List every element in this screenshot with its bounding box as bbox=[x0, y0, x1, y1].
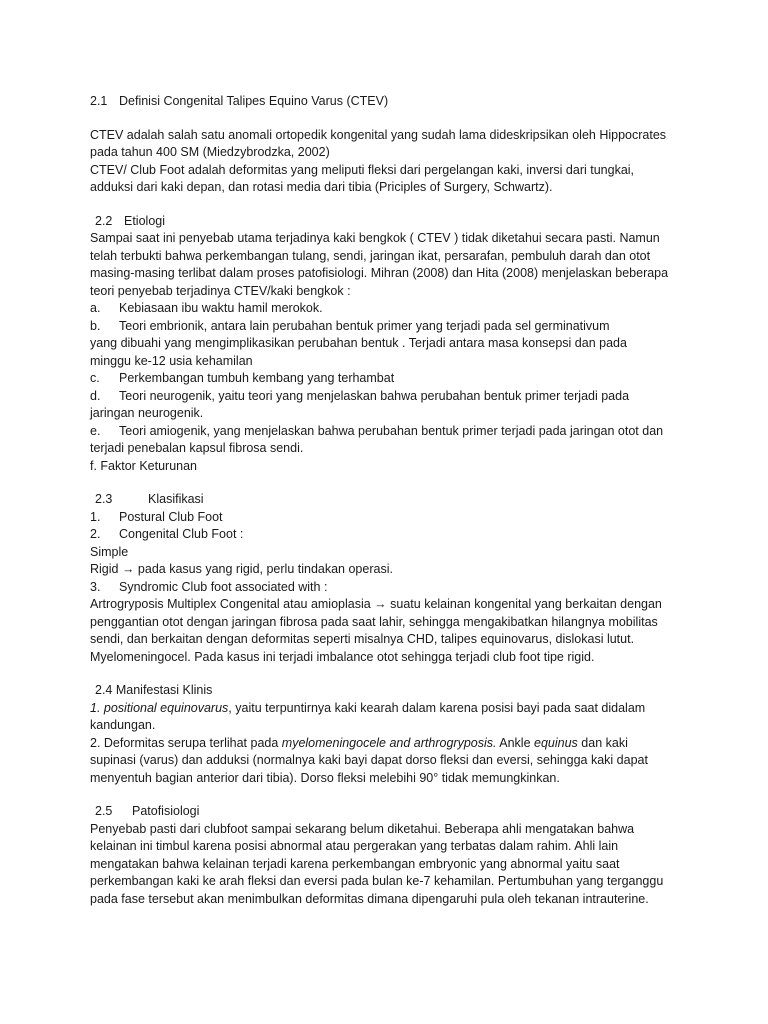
list-text: Kebiasaan ibu waktu hamil merokok. bbox=[119, 301, 323, 315]
paragraph-line: Rigid → pada kasus yang rigid, perlu tindakan operasi. bbox=[90, 562, 393, 576]
list-item-d-continued: jaringan neurogenik. bbox=[90, 406, 204, 420]
list-marker: 1. bbox=[90, 509, 101, 524]
italic-term: 1. positional equinovarus bbox=[90, 700, 229, 715]
list-text: Congenital Club Foot : bbox=[119, 527, 244, 541]
paragraph-line: masing-masing terlibat dalam proses patofisiologi. Mihran (2008) dan Hita (2008) menjelaskan beberapa bbox=[90, 266, 669, 280]
section-title: Definisi Congenital Talipes Equino Varus (CTEV) bbox=[119, 94, 389, 108]
spacer bbox=[90, 475, 690, 491]
list-marker: 3. bbox=[90, 579, 101, 594]
list-item-b-continued: yang dibuahi yang mengimplikasikan perubahan bentuk . Terjadi antara masa konsepsi dan pada bbox=[90, 336, 627, 350]
list-text: Teori amiogenik, yang menjelaskan bahwa perubahan bentuk primer terjadi pada jaringan otot dan bbox=[119, 423, 664, 438]
document-body bbox=[90, 93, 690, 908]
italic-term: myelomeningocele and arthrogryposis. bbox=[281, 735, 497, 750]
section-number: 2.5 bbox=[95, 804, 113, 818]
spacer bbox=[90, 197, 690, 213]
list-item-1 bbox=[90, 509, 690, 527]
paragraph-line bbox=[90, 735, 690, 753]
spacer bbox=[90, 666, 690, 682]
list-item-f: f. Faktor Keturunan bbox=[90, 458, 198, 473]
paragraph-line: mengatakan bahwa kelainan terjadi karena perkembangan embryonic yang abnormal yaitu saat bbox=[90, 856, 620, 871]
paragraph-line: Penyebab pasti dari clubfoot sampai sekarang belum diketahui. Beberapa ahli mengatakan bahwa bbox=[90, 821, 635, 836]
section-title: Patofisiologi bbox=[132, 804, 200, 818]
paragraph-line: menyentuh bagian anterior dari tibia). Dorso fleksi melebihi 90° tidak memungkinkan. bbox=[90, 770, 560, 785]
paragraph-line: kandungan. bbox=[90, 718, 156, 732]
list-marker: e. bbox=[90, 423, 101, 438]
spacer bbox=[90, 111, 690, 127]
list-item-e bbox=[90, 423, 690, 441]
section-number: 2.3 bbox=[95, 492, 113, 506]
list-marker: b. bbox=[90, 318, 101, 333]
paragraph-line: sendi, dan berkaitan dengan deformitas seperti misalnya CHD, talipes equinovarus, dislokasi lutut. bbox=[90, 632, 635, 646]
paragraph-line: CTEV adalah salah satu anomali ortopedik kongenital yang sudah lama dideskripsikan oleh Hippocrates bbox=[90, 127, 667, 142]
section-number: 2.2 bbox=[95, 213, 113, 228]
spacer bbox=[90, 787, 690, 803]
paragraph-line: Sampai saat ini penyebab utama terjadinya kaki bengkok ( CTEV ) tidak diketahui secara pasti. Namun bbox=[90, 231, 660, 245]
list-marker: a. bbox=[90, 301, 101, 315]
paragraph-line: kelainan ini timbul karena posisi abnormal atau pergerakan yang terbatas dalam rahim. Ahli lain bbox=[90, 839, 619, 853]
list-text: Syndromic Club foot associated with : bbox=[119, 579, 328, 594]
italic-term: equinus bbox=[534, 735, 578, 750]
inline-text: , yaitu terpuntirnya kaki kearah dalam karena posisi bayi pada saat didalam bbox=[228, 700, 646, 715]
list-item-d bbox=[90, 388, 690, 406]
section-2-2-heading bbox=[90, 213, 690, 231]
list-text: Teori embrionik, antara lain perubahan bentuk primer yang terjadi pada sel germinativum bbox=[119, 318, 610, 333]
paragraph-line: telah terbukti bahwa perkembangan tulang, sendi, jaringan ikat, persarafan, pembuluh darah dan otot bbox=[90, 248, 651, 263]
section-2-1-heading bbox=[90, 93, 690, 111]
list-item-a bbox=[90, 300, 690, 318]
inline-text: 2. Deformitas serupa terlihat pada bbox=[90, 735, 282, 750]
paragraph-line: pada tahun 400 SM (Miedzybrodzka, 2002) bbox=[90, 145, 330, 159]
inline-text: Ankle bbox=[496, 735, 535, 750]
section-title: Klasifikasi bbox=[148, 492, 204, 506]
paragraph-line: Simple bbox=[90, 544, 129, 559]
list-text: Perkembangan tumbuh kembang yang terhambat bbox=[119, 371, 395, 385]
list-item-b-continued: minggu ke-12 usia kehamilan bbox=[90, 353, 253, 368]
paragraph-line: supinasi (varus) dan adduksi (normalnya kaki bayi dapat dorso fleksi dan eversi, sehingga kaki dapat bbox=[90, 753, 648, 767]
paragraph-line: adduksi dari kaki depan, dan rotasi media dari tibia (Priciples of Surgery, Schwartz). bbox=[90, 180, 553, 194]
list-marker: c. bbox=[90, 371, 100, 385]
list-item-3 bbox=[90, 579, 690, 597]
section-2-4-heading: 2.4 Manifestasi Klinis bbox=[95, 683, 213, 697]
paragraph-line: teori penyebab terjadinya CTEV/kaki bengkok : bbox=[90, 283, 351, 298]
list-item-b bbox=[90, 318, 690, 336]
section-2-3-heading bbox=[90, 491, 690, 509]
list-text: Postural Club Foot bbox=[119, 509, 223, 524]
paragraph-line: Artrogryposis Multiplex Congenital atau amioplasia → suatu kelainan kongenital yang berkaitan dengan bbox=[90, 597, 662, 611]
paragraph-line: CTEV/ Club Foot adalah deformitas yang meliputi fleksi dari pergelangan kaki, inversi dari tungkai, bbox=[90, 162, 635, 177]
list-text: Teori neurogenik, yaitu teori yang menjelaskan bahwa perubahan bentuk primer terjadi pada bbox=[119, 388, 630, 403]
section-number: 2.1 bbox=[90, 94, 108, 108]
paragraph-line: penggantian otot dengan jaringan fibrosa pada saat lahir, sehingga mengakibatkan hilangnya mobilitas bbox=[90, 614, 658, 629]
paragraph-line: Myelomeningocel. Pada kasus ini terjadi imbalance otot sehingga terjadi club foot tipe rigid. bbox=[90, 649, 595, 664]
section-title: Etiologi bbox=[124, 213, 165, 228]
list-item-c bbox=[90, 370, 690, 388]
paragraph-line: perkembangan kaki ke arah fleksi dan eversi pada bulan ke-7 kehamilan. Pertumbuhan yang terganggu bbox=[90, 874, 664, 888]
list-marker: 2. bbox=[90, 527, 101, 541]
list-item-2 bbox=[90, 526, 690, 544]
list-marker: d. bbox=[90, 388, 101, 403]
inline-text: dan kaki bbox=[577, 735, 628, 750]
section-2-5-heading bbox=[90, 803, 690, 821]
list-item-e-continued: terjadi penebalan kapsul fibrosa sendi. bbox=[90, 441, 304, 455]
paragraph-line bbox=[90, 700, 690, 718]
paragraph-line: pada fase tersebut akan menimbulkan deformitas dimana dipengaruhi pula oleh tekanan intrauterine. bbox=[90, 891, 649, 906]
